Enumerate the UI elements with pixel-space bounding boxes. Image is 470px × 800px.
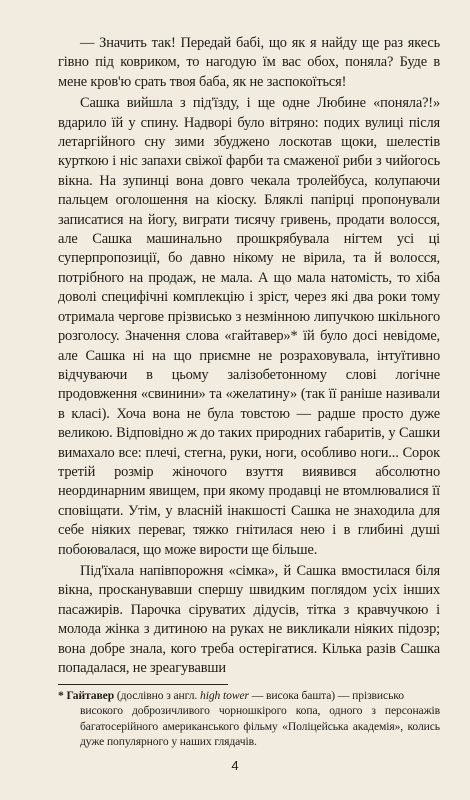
paragraph-main: Сашка вийшла з під'їзду, і ще одне Любине «поняла?!» вдарило їй у спину. Надворі було вітряно: подих вулиці після летаргійного сну зими збуджено лоскотав щоки, шелестів курткою і ніс запахи свіжої фарби та смаженої риби з чийогось вікна. На зупинці вона довго чекала тролейбуса, колупаючи пальцем оголошення на кіоску. Бляклі папірці пропонували записатися на йогу, виграти тисячу гривень, продати волосся, але Сашка машинально прошкрябувала нігтем усі ці суперпропозиції, бо давно нікому не вірила, та й волосся, потрібного на продаж, не мала. А що мала натомість, то хіба доволі специфічні комплекцію і зріст, через які два роки тому отримала чергове прізвисько з незмінною липучкою шкільного розголосу. Значення слова «гайтавер»* їй було досі невідоме, але Сашка ні на що приємне не розраховувала, інтуїтивно відчуваючи в цьому залізобетонному слові логічне продовження «свинини» та «желатину» (так її раніше називали в класі). Хоча вона не була товстою — радше просто дуже великою. Відповідно ж до таких природних габаритів, у Сашки вимахало все: плечі, стегна, руки, ноги, особливо ноги... Сорок третій розмір жіночого взуття виявився абсолютно неординарним явищем, при якому продавці не втомлювалися її сповіщати. Утім, у власній інакшості Сашка не знаходила для себе ніяких переваг, тяжко гнітилася нею і в глибині душі побоювалася, що може вирости ще більше. xyxy=(58,95,440,558)
paragraph-dialogue: — Значить так! Передай бабі, що як я найду ще раз якесь гівно під ковриком, то нагодую їм вас обох, поняла? Буде в мене кров'ю срать твоя баба, як не заспокоїться! xyxy=(58,35,440,90)
page-number: 4 xyxy=(231,758,239,773)
footnote xyxy=(58,688,440,750)
footnote-lead: (дослівно з англ. xyxy=(116,689,198,702)
footnote-term: Гайтавер xyxy=(66,689,115,702)
footnote-original-term: high tower xyxy=(200,689,249,702)
footnote-definition: — висока башта) — прізвисько xyxy=(251,689,404,702)
footnote-continuation: високого доброзичливого чорношкірого копа, одного з персонажів багатосерійного американського фільму «Поліцейська академія», колись дуже популярного у наших глядачів. xyxy=(80,704,440,749)
footnote-divider xyxy=(58,684,228,685)
body-text xyxy=(58,34,440,678)
paragraph-trolleybus: Під'їхала напівпорожня «сімка», й Сашка вмостилася біля вікна, просканувавши спершу швидким поглядом усіх інших пасажирів. Парочка сіруватих дідусів, тітка з кравчучкою і молода жінка з дитиною на руках не викликали ніяких підозр; вона добре знала, кого треба остерігатися. Кілька разів Сашка попадалася, не зреагувавши xyxy=(58,562,440,676)
footnote-mark: * xyxy=(58,689,64,702)
